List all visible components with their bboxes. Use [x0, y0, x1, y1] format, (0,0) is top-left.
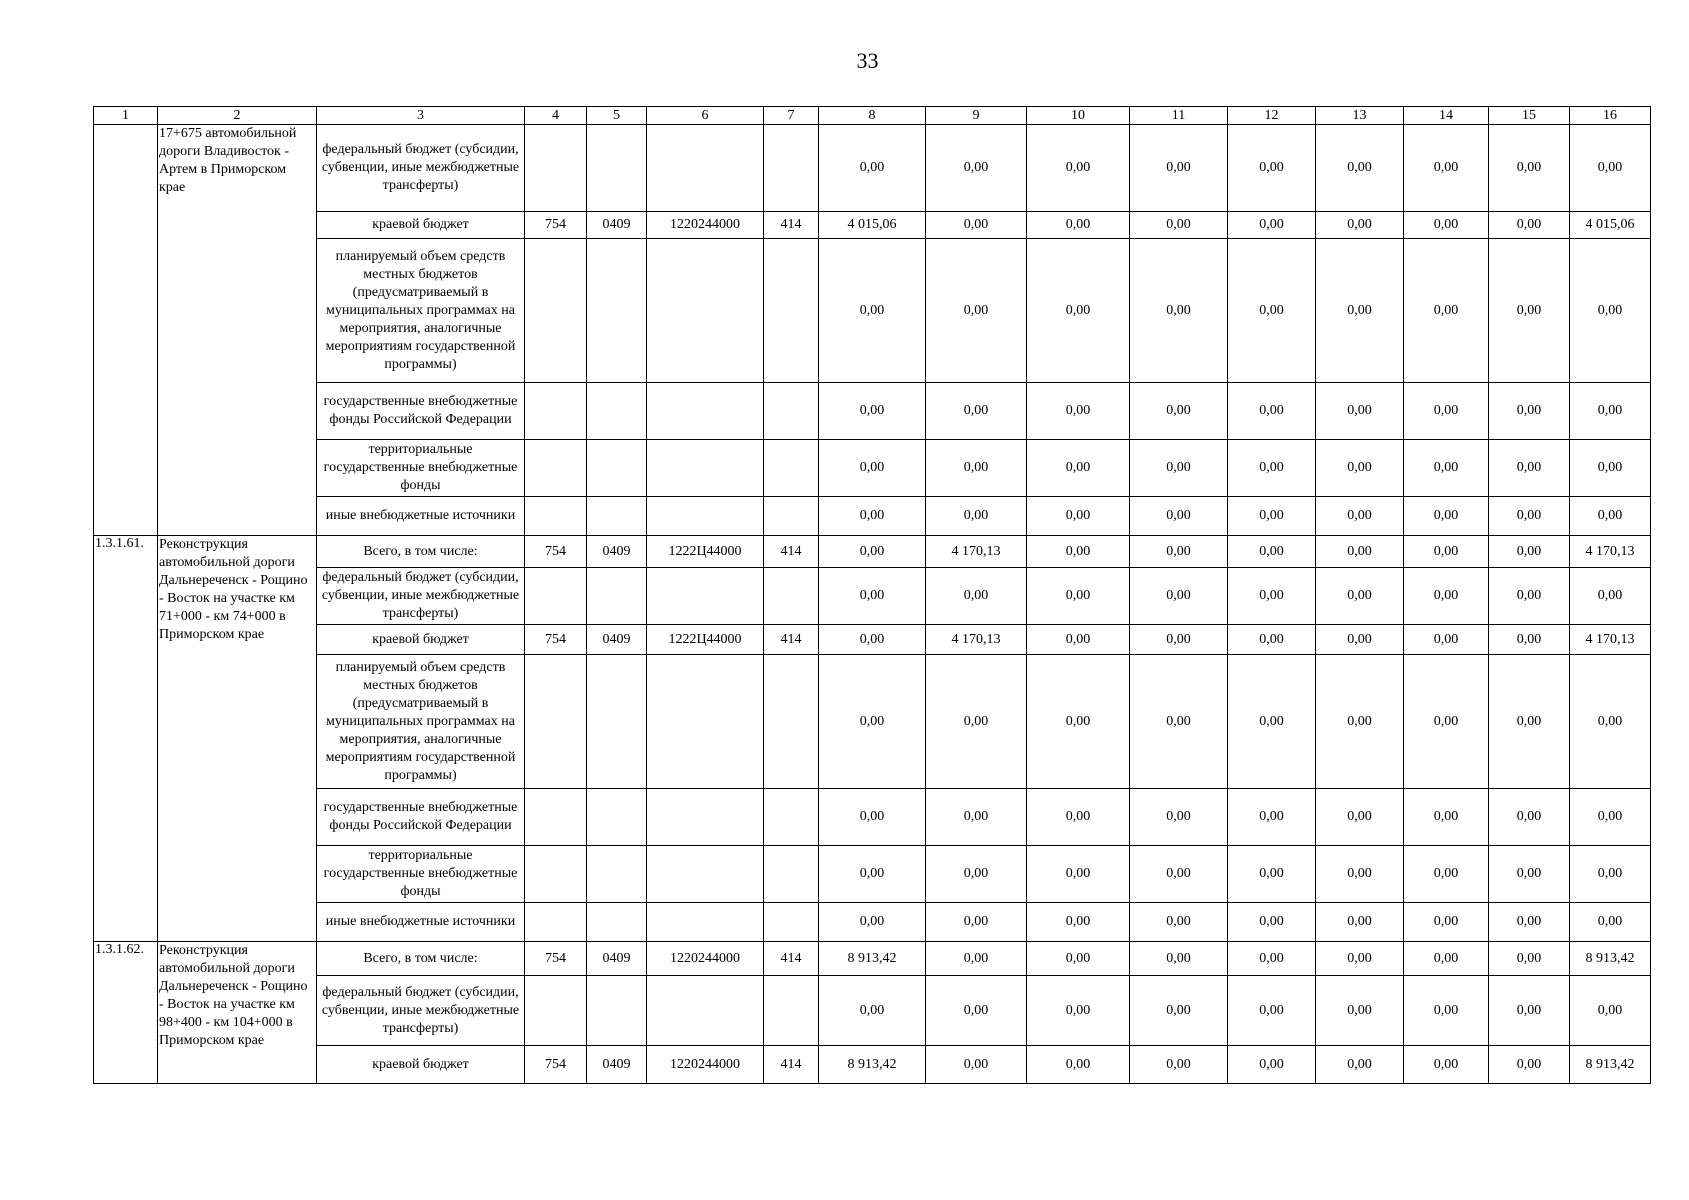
expense-type-code: 414 — [764, 212, 819, 239]
section-code — [587, 655, 647, 789]
amount-cell: 4 170,13 — [1570, 625, 1651, 655]
amount-cell: 0,00 — [1570, 655, 1651, 789]
amount-cell: 0,00 — [1404, 789, 1489, 846]
amount-cell: 0,00 — [1027, 903, 1130, 942]
grbs-code: 754 — [525, 536, 587, 568]
amount-cell: 0,00 — [1130, 440, 1228, 497]
amount-cell: 0,00 — [1404, 497, 1489, 536]
funding-source: Всего, в том числе: — [317, 536, 525, 568]
amount-cell: 0,00 — [1404, 903, 1489, 942]
section-code — [587, 125, 647, 212]
amount-cell: 0,00 — [926, 497, 1027, 536]
amount-cell: 0,00 — [1404, 125, 1489, 212]
amount-cell: 8 913,42 — [1570, 942, 1651, 976]
amount-cell: 0,00 — [926, 846, 1027, 903]
amount-cell: 0,00 — [1228, 976, 1316, 1046]
amount-cell: 0,00 — [819, 383, 926, 440]
amount-cell: 4 015,06 — [819, 212, 926, 239]
amount-cell: 0,00 — [819, 125, 926, 212]
expense-type-code — [764, 125, 819, 212]
amount-cell: 0,00 — [1228, 212, 1316, 239]
amount-cell: 0,00 — [1027, 942, 1130, 976]
target-article-code: 1220244000 — [647, 942, 764, 976]
amount-cell: 0,00 — [1316, 976, 1404, 1046]
header-cell: 16 — [1570, 107, 1651, 125]
amount-cell: 0,00 — [1130, 568, 1228, 625]
amount-cell: 0,00 — [1316, 125, 1404, 212]
amount-cell: 0,00 — [1228, 239, 1316, 383]
amount-cell: 0,00 — [1316, 440, 1404, 497]
grbs-code: 754 — [525, 212, 587, 239]
amount-cell: 0,00 — [819, 903, 926, 942]
table-row — [94, 976, 1651, 1046]
header-cell: 10 — [1027, 107, 1130, 125]
amount-cell: 0,00 — [1316, 536, 1404, 568]
section-code — [587, 789, 647, 846]
header-cell: 6 — [647, 107, 764, 125]
target-article-code: 1220244000 — [647, 212, 764, 239]
grbs-code — [525, 568, 587, 625]
amount-cell: 0,00 — [1570, 976, 1651, 1046]
target-article-code — [647, 383, 764, 440]
amount-cell: 0,00 — [1489, 497, 1570, 536]
section-code — [587, 239, 647, 383]
amount-cell: 0,00 — [1130, 1046, 1228, 1084]
section-code — [587, 976, 647, 1046]
amount-cell: 0,00 — [1027, 655, 1130, 789]
amount-cell: 0,00 — [1404, 440, 1489, 497]
grbs-code — [525, 846, 587, 903]
amount-cell: 0,00 — [1489, 976, 1570, 1046]
grbs-code — [525, 655, 587, 789]
funding-source: федеральный бюджет (субсидии, субвенции, иные межбюджетные трансферты) — [317, 125, 525, 212]
amount-cell: 0,00 — [1404, 655, 1489, 789]
amount-cell: 0,00 — [1130, 625, 1228, 655]
table-body — [94, 107, 1651, 1084]
amount-cell: 0,00 — [1489, 568, 1570, 625]
measure-number: 1.3.1.61. — [94, 536, 158, 942]
amount-cell: 0,00 — [1027, 568, 1130, 625]
funding-source: территориальные государственные внебюджетные фонды — [317, 846, 525, 903]
table-row — [94, 212, 1651, 239]
expense-type-code — [764, 789, 819, 846]
grbs-code — [525, 125, 587, 212]
funding-source: государственные внебюджетные фонды Российской Федерации — [317, 383, 525, 440]
amount-cell: 0,00 — [1130, 789, 1228, 846]
expense-type-code — [764, 655, 819, 789]
expense-type-code — [764, 497, 819, 536]
amount-cell: 0,00 — [1316, 903, 1404, 942]
amount-cell: 0,00 — [1570, 846, 1651, 903]
amount-cell: 0,00 — [926, 976, 1027, 1046]
funding-source: планируемый объем средств местных бюджетов (предусматриваемый в муниципальных программах на мероприятия, аналогичные мероприятиям государственной программы) — [317, 239, 525, 383]
target-article-code — [647, 497, 764, 536]
table-row — [94, 125, 1651, 212]
header-cell: 9 — [926, 107, 1027, 125]
amount-cell: 0,00 — [1570, 440, 1651, 497]
amount-cell: 0,00 — [1404, 536, 1489, 568]
table-row — [94, 536, 1651, 568]
grbs-code — [525, 383, 587, 440]
amount-cell: 4 170,13 — [926, 625, 1027, 655]
funding-source: территориальные государственные внебюджетные фонды — [317, 440, 525, 497]
table-row — [94, 568, 1651, 625]
amount-cell: 0,00 — [819, 655, 926, 789]
amount-cell: 0,00 — [1570, 383, 1651, 440]
amount-cell: 0,00 — [926, 383, 1027, 440]
amount-cell: 0,00 — [1228, 125, 1316, 212]
amount-cell: 0,00 — [1404, 383, 1489, 440]
header-cell: 13 — [1316, 107, 1404, 125]
amount-cell: 0,00 — [1316, 846, 1404, 903]
section-code — [587, 568, 647, 625]
table-row — [94, 625, 1651, 655]
section-code — [587, 383, 647, 440]
amount-cell: 0,00 — [1228, 942, 1316, 976]
amount-cell: 0,00 — [819, 497, 926, 536]
amount-cell: 0,00 — [1489, 239, 1570, 383]
target-article-code — [647, 846, 764, 903]
header-cell: 3 — [317, 107, 525, 125]
amount-cell: 0,00 — [926, 212, 1027, 239]
amount-cell: 0,00 — [1404, 1046, 1489, 1084]
amount-cell: 0,00 — [1027, 625, 1130, 655]
amount-cell: 0,00 — [1489, 440, 1570, 497]
section-code: 0409 — [587, 536, 647, 568]
amount-cell: 0,00 — [1027, 1046, 1130, 1084]
amount-cell: 0,00 — [1130, 536, 1228, 568]
amount-cell: 0,00 — [1404, 942, 1489, 976]
amount-cell: 0,00 — [1228, 903, 1316, 942]
section-code: 0409 — [587, 212, 647, 239]
amount-cell: 0,00 — [1130, 383, 1228, 440]
amount-cell: 0,00 — [1027, 239, 1130, 383]
grbs-code — [525, 976, 587, 1046]
amount-cell: 0,00 — [926, 655, 1027, 789]
amount-cell: 0,00 — [1027, 976, 1130, 1046]
amount-cell: 0,00 — [1228, 1046, 1316, 1084]
amount-cell: 0,00 — [1489, 655, 1570, 789]
amount-cell: 0,00 — [1570, 789, 1651, 846]
amount-cell: 0,00 — [1130, 239, 1228, 383]
header-cell: 11 — [1130, 107, 1228, 125]
amount-cell: 4 170,13 — [1570, 536, 1651, 568]
target-article-code — [647, 976, 764, 1046]
amount-cell: 0,00 — [926, 568, 1027, 625]
measure-name: Реконструкция автомобильной дороги Дальнереченск - Рощино - Восток на участке км 98+400 - км 104+000 в Приморском крае — [158, 942, 317, 1084]
measure-number — [94, 125, 158, 536]
amount-cell: 0,00 — [1130, 125, 1228, 212]
amount-cell: 0,00 — [926, 1046, 1027, 1084]
funding-source: иные внебюджетные источники — [317, 903, 525, 942]
amount-cell: 0,00 — [1027, 846, 1130, 903]
target-article-code — [647, 903, 764, 942]
amount-cell: 0,00 — [1228, 625, 1316, 655]
funding-source: краевой бюджет — [317, 1046, 525, 1084]
target-article-code — [647, 440, 764, 497]
target-article-code — [647, 789, 764, 846]
amount-cell: 0,00 — [926, 942, 1027, 976]
amount-cell: 0,00 — [1404, 212, 1489, 239]
amount-cell: 0,00 — [1316, 383, 1404, 440]
amount-cell: 0,00 — [1130, 846, 1228, 903]
amount-cell: 0,00 — [1489, 846, 1570, 903]
amount-cell: 0,00 — [1316, 942, 1404, 976]
amount-cell: 4 015,06 — [1570, 212, 1651, 239]
amount-cell: 0,00 — [1404, 976, 1489, 1046]
expense-type-code — [764, 976, 819, 1046]
amount-cell: 0,00 — [1489, 903, 1570, 942]
amount-cell: 0,00 — [819, 846, 926, 903]
amount-cell: 0,00 — [1228, 440, 1316, 497]
target-article-code — [647, 125, 764, 212]
measure-number: 1.3.1.62. — [94, 942, 158, 1084]
funding-source: краевой бюджет — [317, 212, 525, 239]
amount-cell: 0,00 — [1027, 536, 1130, 568]
amount-cell: 0,00 — [1489, 789, 1570, 846]
grbs-code — [525, 497, 587, 536]
table-row — [94, 655, 1651, 789]
amount-cell: 0,00 — [1130, 942, 1228, 976]
amount-cell: 0,00 — [1489, 383, 1570, 440]
funding-source: планируемый объем средств местных бюджетов (предусматриваемый в муниципальных программах на мероприятия, аналогичные мероприятиям государственной программы) — [317, 655, 525, 789]
target-article-code — [647, 239, 764, 383]
amount-cell: 8 913,42 — [819, 1046, 926, 1084]
grbs-code — [525, 903, 587, 942]
header-cell: 2 — [158, 107, 317, 125]
amount-cell: 0,00 — [1228, 536, 1316, 568]
amount-cell: 0,00 — [1130, 655, 1228, 789]
table-row — [94, 846, 1651, 903]
expense-type-code — [764, 846, 819, 903]
amount-cell: 0,00 — [1489, 942, 1570, 976]
section-code — [587, 440, 647, 497]
expense-type-code: 414 — [764, 625, 819, 655]
amount-cell: 0,00 — [1570, 903, 1651, 942]
amount-cell: 0,00 — [1228, 497, 1316, 536]
amount-cell: 0,00 — [1404, 568, 1489, 625]
table-row — [94, 440, 1651, 497]
amount-cell: 0,00 — [1316, 568, 1404, 625]
section-code — [587, 903, 647, 942]
amount-cell: 0,00 — [1489, 1046, 1570, 1084]
amount-cell: 0,00 — [1316, 625, 1404, 655]
section-code: 0409 — [587, 1046, 647, 1084]
amount-cell: 0,00 — [1130, 212, 1228, 239]
amount-cell: 0,00 — [1489, 625, 1570, 655]
amount-cell: 0,00 — [819, 536, 926, 568]
amount-cell: 0,00 — [1130, 903, 1228, 942]
expense-type-code: 414 — [764, 1046, 819, 1084]
table-row — [94, 383, 1651, 440]
section-code — [587, 846, 647, 903]
header-cell: 14 — [1404, 107, 1489, 125]
amount-cell: 0,00 — [1130, 497, 1228, 536]
grbs-code — [525, 440, 587, 497]
grbs-code — [525, 239, 587, 383]
section-code: 0409 — [587, 625, 647, 655]
amount-cell: 4 170,13 — [926, 536, 1027, 568]
amount-cell: 0,00 — [1489, 125, 1570, 212]
grbs-code: 754 — [525, 942, 587, 976]
amount-cell: 0,00 — [926, 239, 1027, 383]
amount-cell: 0,00 — [1316, 212, 1404, 239]
expense-type-code: 414 — [764, 536, 819, 568]
amount-cell: 0,00 — [1404, 846, 1489, 903]
amount-cell: 0,00 — [1027, 212, 1130, 239]
funding-source: иные внебюджетные источники — [317, 497, 525, 536]
amount-cell: 0,00 — [1228, 846, 1316, 903]
amount-cell: 0,00 — [819, 625, 926, 655]
table-row — [94, 789, 1651, 846]
amount-cell: 0,00 — [1228, 789, 1316, 846]
amount-cell: 0,00 — [1130, 976, 1228, 1046]
funding-source: государственные внебюджетные фонды Российской Федерации — [317, 789, 525, 846]
funding-source: Всего, в том числе: — [317, 942, 525, 976]
amount-cell: 0,00 — [1027, 383, 1130, 440]
grbs-code: 754 — [525, 1046, 587, 1084]
expense-type-code — [764, 383, 819, 440]
amount-cell: 0,00 — [926, 440, 1027, 497]
expense-type-code — [764, 440, 819, 497]
page-number: 33 — [856, 48, 879, 73]
header-row — [94, 107, 1651, 125]
funding-source: краевой бюджет — [317, 625, 525, 655]
measure-name: Реконструкция автомобильной дороги Дальнереченск - Рощино - Восток на участке км 71+000 - км 74+000 в Приморском крае — [158, 536, 317, 942]
header-cell: 7 — [764, 107, 819, 125]
expense-type-code — [764, 239, 819, 383]
target-article-code: 1220244000 — [647, 1046, 764, 1084]
amount-cell: 0,00 — [926, 903, 1027, 942]
amount-cell: 0,00 — [819, 568, 926, 625]
amount-cell: 0,00 — [1570, 125, 1651, 212]
funding-source: федеральный бюджет (субсидии, субвенции, иные межбюджетные трансферты) — [317, 976, 525, 1046]
amount-cell: 0,00 — [1316, 789, 1404, 846]
table-row — [94, 1046, 1651, 1084]
table-row — [94, 497, 1651, 536]
amount-cell: 0,00 — [1316, 497, 1404, 536]
amount-cell: 0,00 — [1404, 239, 1489, 383]
measure-name: 17+675 автомобильной дороги Владивосток - Артем в Приморском крае — [158, 125, 317, 536]
grbs-code: 754 — [525, 625, 587, 655]
amount-cell: 0,00 — [926, 125, 1027, 212]
amount-cell: 0,00 — [1228, 655, 1316, 789]
amount-cell: 0,00 — [1228, 383, 1316, 440]
amount-cell: 0,00 — [1404, 625, 1489, 655]
amount-cell: 0,00 — [1489, 212, 1570, 239]
amount-cell: 0,00 — [1316, 239, 1404, 383]
funding-source: федеральный бюджет (субсидии, субвенции, иные межбюджетные трансферты) — [317, 568, 525, 625]
amount-cell: 0,00 — [819, 440, 926, 497]
amount-cell: 0,00 — [1570, 497, 1651, 536]
header-cell: 4 — [525, 107, 587, 125]
amount-cell: 0,00 — [819, 976, 926, 1046]
amount-cell: 0,00 — [1570, 568, 1651, 625]
table-row — [94, 239, 1651, 383]
section-code — [587, 497, 647, 536]
header-cell: 8 — [819, 107, 926, 125]
amount-cell: 8 913,42 — [1570, 1046, 1651, 1084]
target-article-code: 1222Ц44000 — [647, 625, 764, 655]
amount-cell: 0,00 — [1027, 440, 1130, 497]
amount-cell: 0,00 — [1316, 1046, 1404, 1084]
amount-cell: 0,00 — [819, 789, 926, 846]
expense-type-code — [764, 903, 819, 942]
amount-cell: 0,00 — [1027, 497, 1130, 536]
amount-cell: 8 913,42 — [819, 942, 926, 976]
target-article-code — [647, 568, 764, 625]
header-cell: 15 — [1489, 107, 1570, 125]
grbs-code — [525, 789, 587, 846]
expense-type-code: 414 — [764, 942, 819, 976]
header-cell: 12 — [1228, 107, 1316, 125]
section-code: 0409 — [587, 942, 647, 976]
amount-cell: 0,00 — [1570, 239, 1651, 383]
amount-cell: 0,00 — [926, 789, 1027, 846]
table-row — [94, 903, 1651, 942]
header-cell: 5 — [587, 107, 647, 125]
amount-cell: 0,00 — [1316, 655, 1404, 789]
budget-table — [93, 106, 1651, 1084]
amount-cell: 0,00 — [1228, 568, 1316, 625]
target-article-code: 1222Ц44000 — [647, 536, 764, 568]
amount-cell: 0,00 — [819, 239, 926, 383]
amount-cell: 0,00 — [1027, 789, 1130, 846]
expense-type-code — [764, 568, 819, 625]
amount-cell: 0,00 — [1027, 125, 1130, 212]
table-row — [94, 942, 1651, 976]
amount-cell: 0,00 — [1489, 536, 1570, 568]
header-cell: 1 — [94, 107, 158, 125]
target-article-code — [647, 655, 764, 789]
